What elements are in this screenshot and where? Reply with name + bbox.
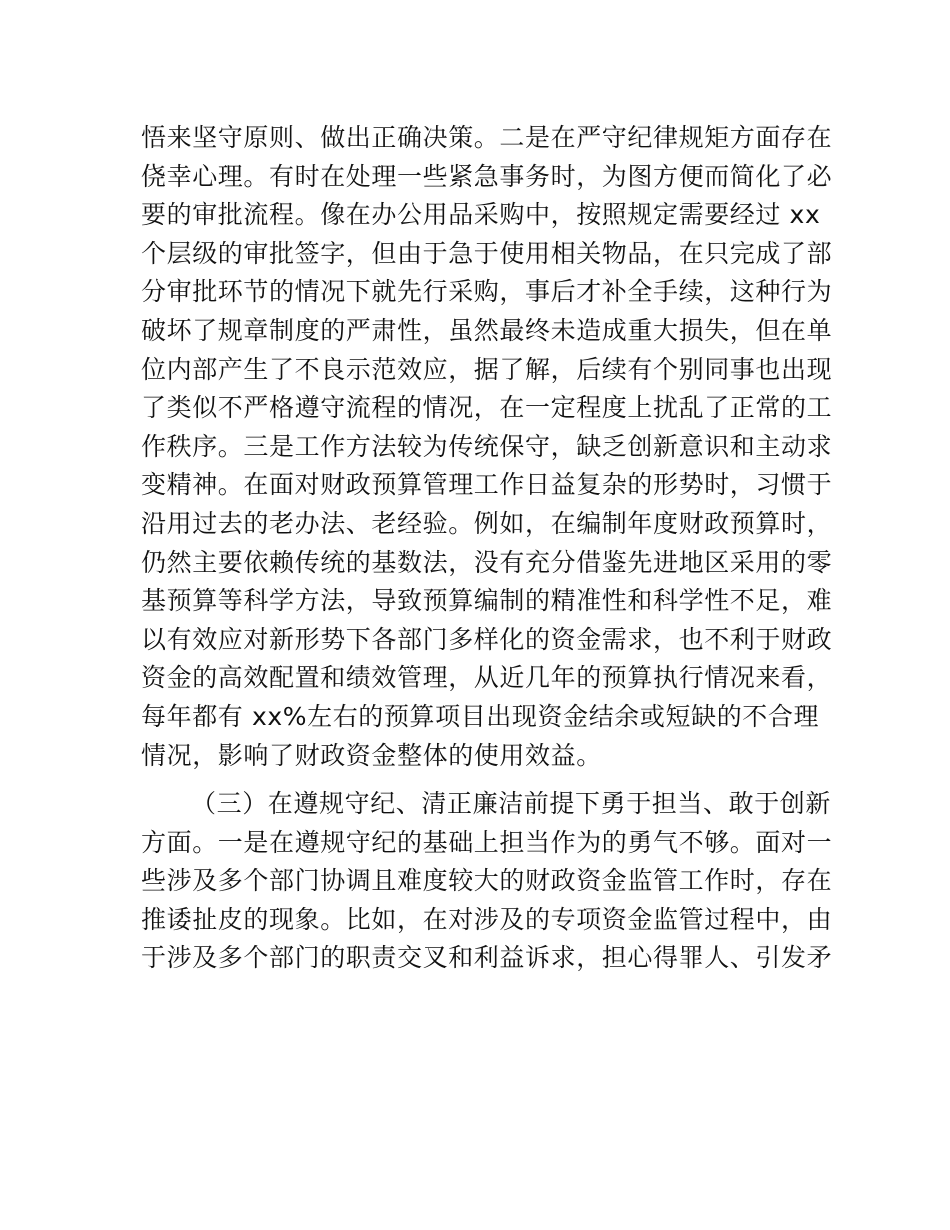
text-line: 基预算等科学方法，导致预算编制的精准性和科学性不足，难 [141, 586, 833, 616]
text-line: 于涉及多个部门的职责交叉和利益诉求，担心得罪人、引发矛 [141, 943, 833, 973]
text-line: 资金的高效配置和绩效管理，从近几年的预算执行情况来看， [141, 663, 833, 693]
section-heading-line: （三）在遵规守纪、清正廉洁前提下勇于担当、敢于创新 [191, 789, 832, 819]
text-line: 以有效应对新形势下各部门多样化的资金需求，也不利于财政 [141, 624, 833, 654]
text-line: 要的审批流程。像在办公用品采购中，按照规定需要经过 xx [141, 200, 821, 230]
paragraph-1 [141, 119, 833, 775]
text-line: 变精神。在面对财政预算管理工作日益复杂的形势时，习惯于 [141, 470, 833, 500]
text-line: 个层级的审批签字，但由于急于使用相关物品，在只完成了部 [141, 238, 833, 268]
paragraph-gap [141, 775, 821, 785]
paragraph-2 [141, 785, 833, 978]
text-line: 侥幸心理。有时在处理一些紧急事务时，为图方便而简化了必 [141, 161, 833, 191]
text-line: 仍然主要依赖传统的基数法，没有充分借鉴先进地区采用的零 [141, 547, 833, 577]
text-line: 了类似不严格遵守流程的情况，在一定程度上扰乱了正常的工 [141, 393, 833, 423]
text-line: 作秩序。三是工作方法较为传统保守，缺乏创新意识和主动求 [141, 431, 833, 461]
text-line: 分审批环节的情况下就先行采购，事后才补全手续，这种行为 [141, 277, 833, 307]
text-line: 情况，影响了财政资金整体的使用效益。 [141, 740, 602, 770]
text-line: 沿用过去的老办法、老经验。例如，在编制年度财政预算时， [141, 508, 833, 538]
text-line: 破坏了规章制度的严肃性，虽然最终未造成重大损失，但在单 [141, 315, 833, 345]
text-line: 推诿扯皮的现象。比如，在对涉及的专项资金监管过程中，由 [141, 904, 833, 934]
text-line: 些涉及多个部门协调且难度较大的财政资金监管工作时，存在 [141, 866, 833, 896]
text-line: 每年都有 xx%左右的预算项目出现资金结余或短缺的不合理 [141, 701, 820, 731]
text-line: 位内部产生了不良示范效应，据了解，后续有个别同事也出现 [141, 354, 833, 384]
text-line: 方面。一是在遵规守纪的基础上担当作为的勇气不够。面对一 [141, 827, 833, 857]
text-line: 悟来坚守原则、做出正确决策。二是在严守纪律规矩方面存在 [141, 123, 833, 152]
document-body [141, 119, 833, 978]
